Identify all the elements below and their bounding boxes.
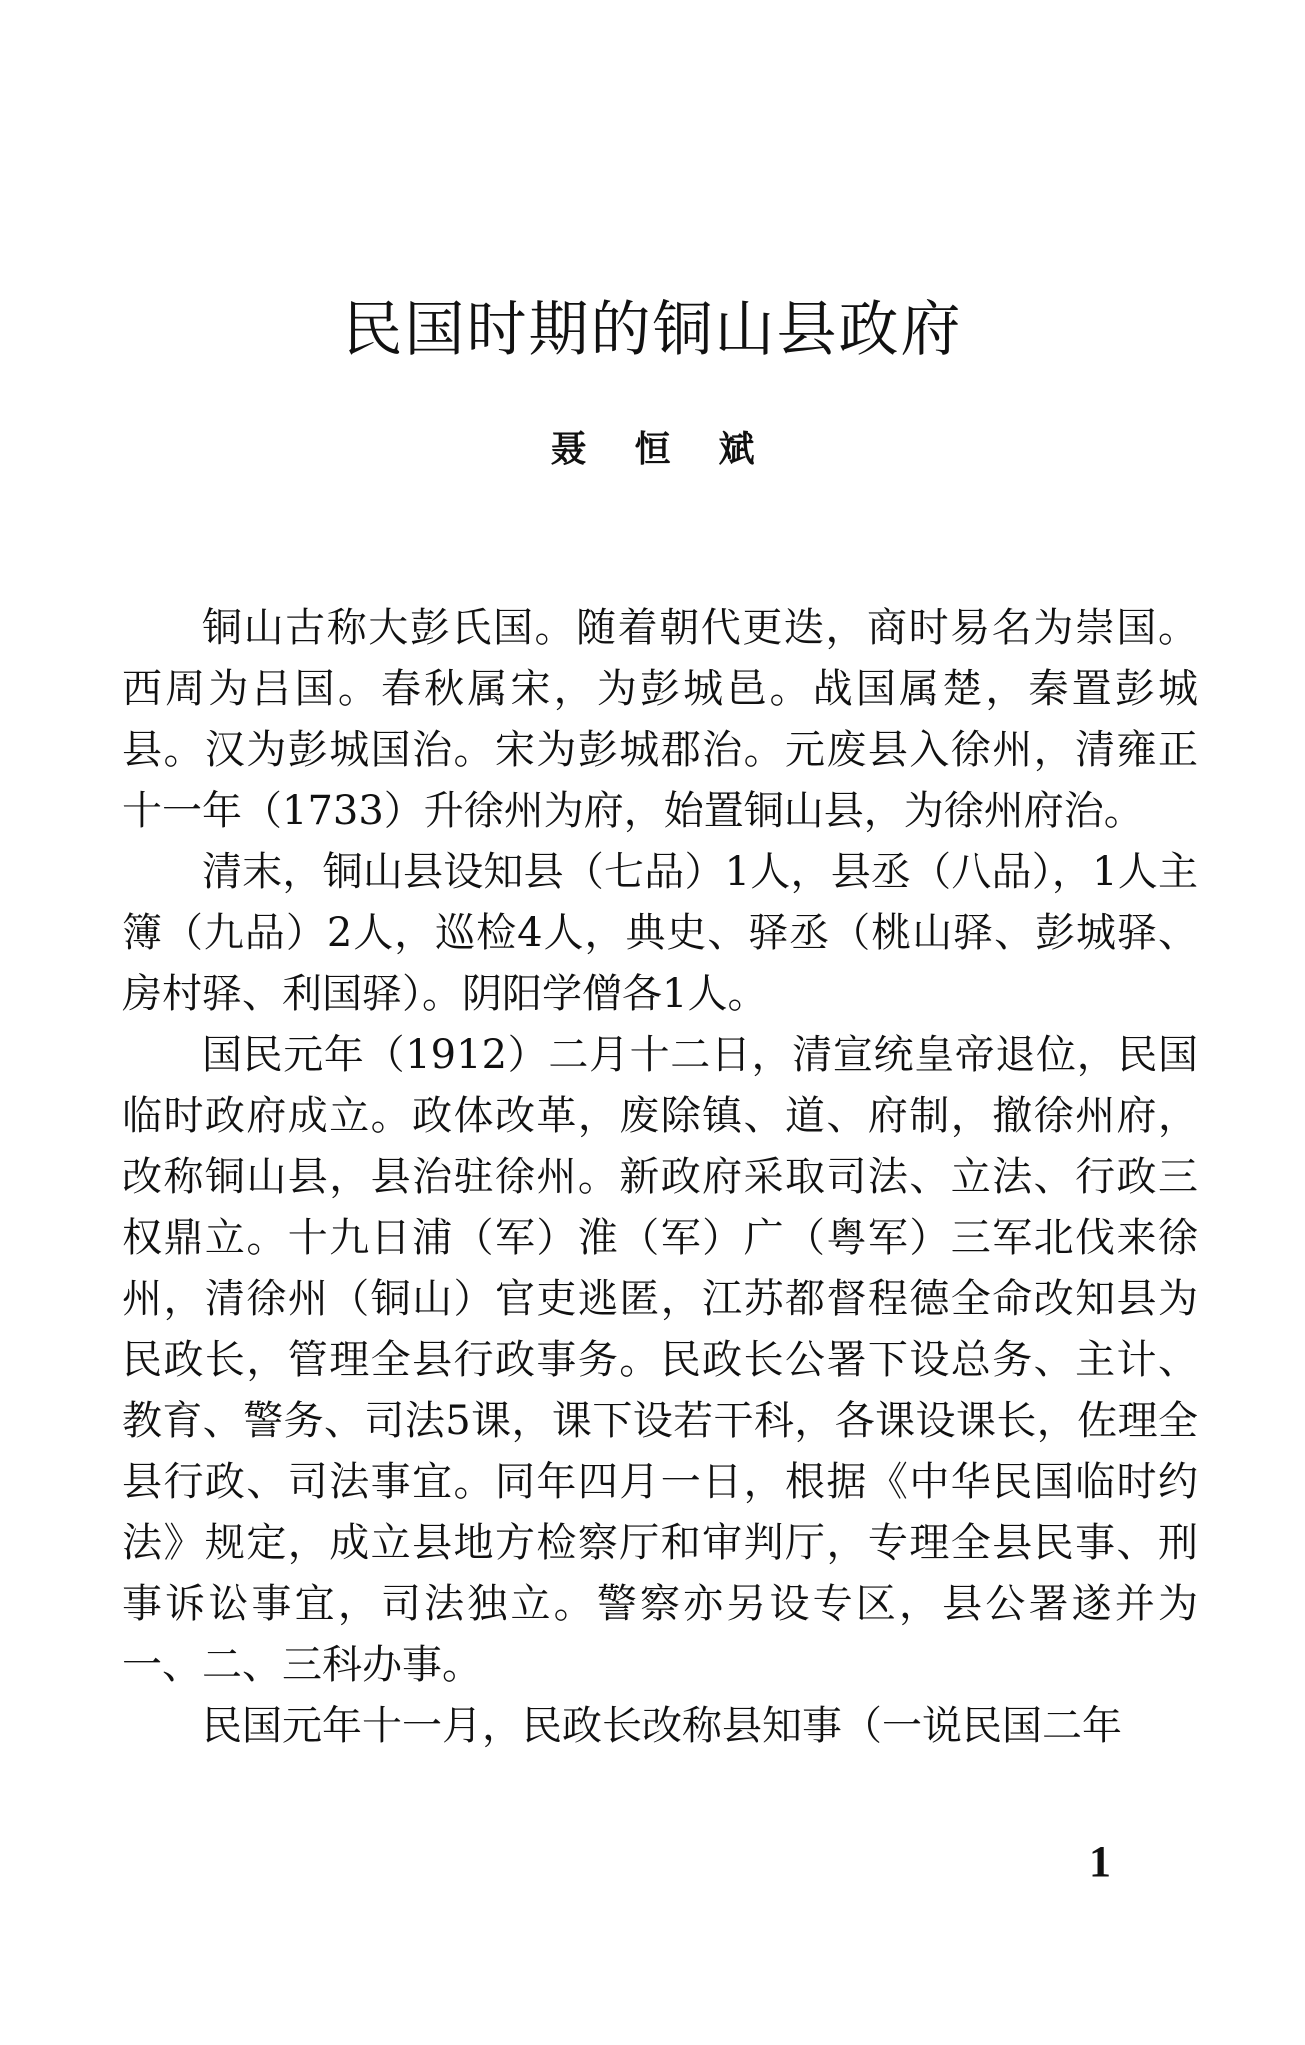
article-body xyxy=(122,598,1198,1757)
paragraph-1: 铜山古称大彭氏国。随着朝代更迭，商时易名为崇国。西周为吕国。春秋属宋，为彭城邑。战国属楚，秦置彭城县。汉为彭城国治。宋为彭城郡治。元废县入徐州，清雍正十一年（1733）升徐州为府，始置铜山县，为徐州府治。 xyxy=(122,605,1198,834)
paragraph-4: 民国元年十一月，民政长改称县知事（一说民国二年 xyxy=(202,1703,1122,1749)
author-name: 聂恒斌 xyxy=(550,429,803,470)
paragraph-2: 清末，铜山县设知县（七品）1人，县丞（八品），1人主簿（九品）2人，巡检4人，典史、驿丞（桃山驿、彭城驿、房村驿、利国驿）。阴阳学僧各1人。 xyxy=(122,849,1198,1017)
page-number: 1 xyxy=(1089,1837,1111,1886)
paragraph-3: 国民元年（1912）二月十二日，清宣统皇帝退位，民国临时政府成立。政体改革，废除镇、道、府制，撤徐州府，改称铜山县，县治驻徐州。新政府采取司法、立法、行政三权鼎立。十九日浦（军）淮（军）广（粤军）三军北伐来徐州，清徐州（铜山）官吏逃匿，江苏都督程德全命改知县为民政长，管理全县行政事务。民政长公署下设总务、主计、教育、警务、司法5课，课下设若干科，各课设课长，佐理全县行政、司法事宜。同年四月一日，根据《中华民国临时约法》规定，成立县地方检察厅和审判厅，专理全县民事、刑事诉讼事宜，司法独立。警察亦另设专区，县公署遂并为一、二、三科办事。 xyxy=(122,1032,1198,1688)
article-title: 民国时期的铜山县政府 xyxy=(342,295,963,365)
